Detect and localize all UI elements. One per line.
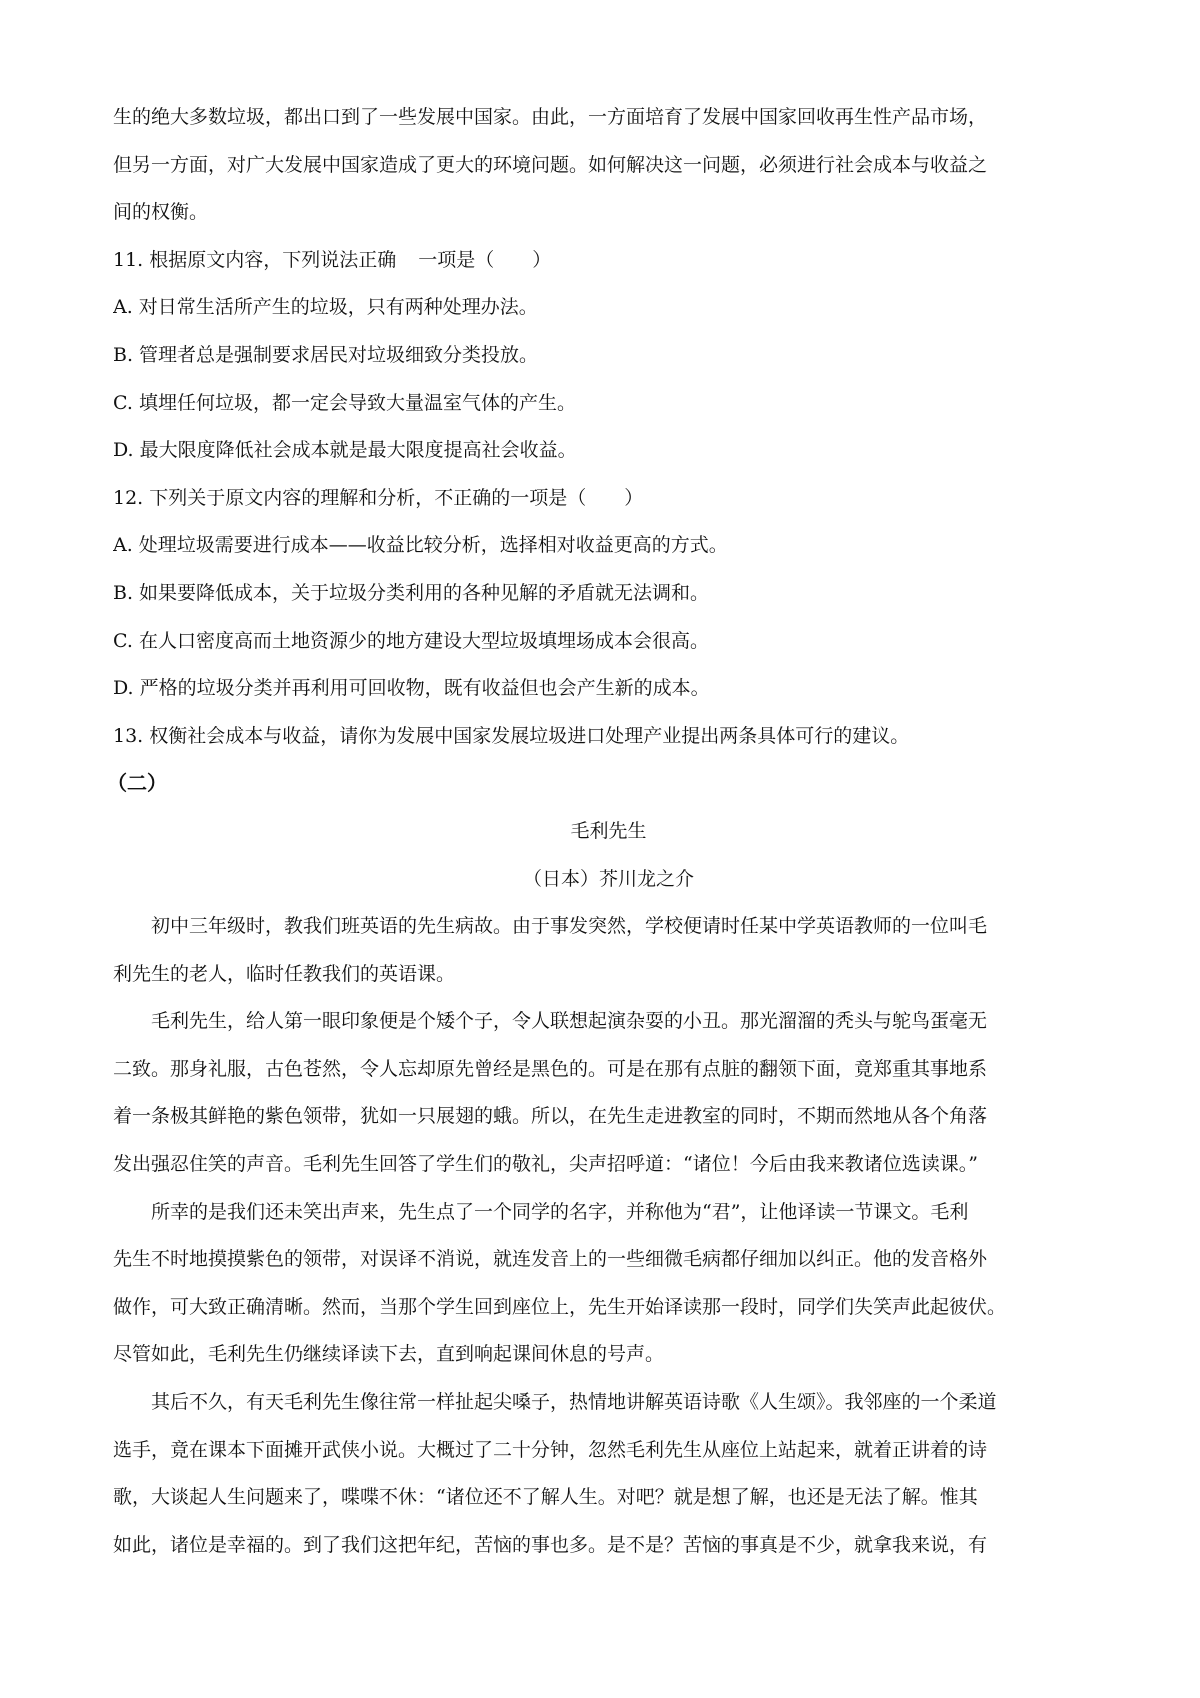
paragraph	[113, 1379, 1104, 1569]
answer-option-c: C. 填埋任何垃圾，都一定会导致大量温室气体的产生。	[113, 391, 576, 414]
text-line: 利先生的老人，临时任教我们的英语课。	[113, 962, 456, 985]
question-stem-part: 11. 根据原文内容，下列说法正确	[113, 248, 397, 271]
text-line: 先生不时地摸摸紫色的领带，对误译不消说，就连发音上的一些细微毛病都仔细加以纠正。他的发音格外	[113, 1248, 988, 1271]
text-line: 所幸的是我们还未笑出声来，先生点了一个同学的名字，并称他为“君”，让他译读一节课文。毛利	[151, 1200, 969, 1223]
text-line: 发出强忍住笑的声音。毛利先生回答了学生们的敬礼，尖声招呼道：“诸位！今后由我来教诸位选读课。”	[113, 1153, 978, 1176]
paragraph	[113, 903, 1104, 998]
paragraph	[113, 998, 1104, 1188]
section-heading: （二）	[107, 771, 167, 796]
text-line: 做作，可大致正确清晰。然而，当那个学生回到座位上，先生开始译读那一段时，同学们失笑声此起彼伏。	[113, 1295, 1007, 1318]
text-line: 如此，诸位是幸福的。到了我们这把年纪，苦恼的事也多。是不是？苦恼的事真是不少，就拿我来说，有	[113, 1533, 988, 1556]
question-stem: 13. 权衡社会成本与收益，请你为发展中国家发展垃圾进口处理产业提出两条具体可行的建议。	[113, 724, 910, 747]
text-line: 二致。那身礼服，古色苍然，令人忘却原先曾经是黑色的。可是在那有点脏的翻领下面，竟郑重其事地系	[113, 1057, 988, 1080]
article-author: （日本）芥川龙之介	[522, 867, 694, 890]
text-line: 但另一方面，对广大发展中国家造成了更大的环境问题。如何解决这一问题，必须进行社会成本与收益之	[113, 153, 988, 176]
text-line: 着一条极其鲜艳的紫色领带，犹如一只展翅的蛾。所以，在先生走进教室的同时，不期而然地从各个角落	[113, 1105, 988, 1128]
answer-option-b: B. 管理者总是强制要求居民对垃圾细致分类投放。	[113, 343, 539, 366]
question-13	[113, 713, 1104, 761]
answer-option-b: B. 如果要降低成本，关于垃圾分类利用的各种见解的矛盾就无法调和。	[113, 581, 710, 604]
text-line: 其后不久，有天毛利先生像往常一样扯起尖嗓子，热情地讲解英语诗歌《人生颂》。我邻座的一个柔道	[151, 1391, 997, 1414]
paragraph	[113, 1189, 1104, 1379]
text-line: 初中三年级时，教我们班英语的先生病故。由于事发突然，学校便请时任某中学英语教师的一位叫毛	[151, 915, 988, 938]
question-stem	[113, 237, 1104, 285]
text-line: 歌，大谈起人生问题来了，喋喋不休：“诸位还不了解人生。对吧？就是想了解，也还是无法了解。惟其	[113, 1486, 978, 1509]
text-line: 间的权衡。	[113, 201, 209, 224]
text-line: 生的绝大多数垃圾，都出口到了一些发展中国家。由此，一方面培育了发展中国家回收再生性产品市场，	[113, 106, 988, 128]
question-stem: 12. 下列关于原文内容的理解和分析，不正确的一项是（ ）	[113, 486, 644, 509]
question-12	[113, 475, 1104, 713]
text-line: 选手，竟在课本下面摊开武侠小说。大概过了二十分钟，忽然毛利先生从座位上站起来，就着正讲着的诗	[113, 1438, 988, 1461]
article-title: 毛利先生	[570, 819, 647, 842]
text-line: 尽管如此，毛利先生仍继续译读下去，直到响起课间休息的号声。	[113, 1343, 665, 1366]
answer-option-c: C. 在人口密度高而土地资源少的地方建设大型垃圾填埋场成本会很高。	[113, 629, 709, 652]
answer-option-a: A. 对日常生活所产生的垃圾，只有两种处理办法。	[113, 296, 538, 319]
question-11	[113, 237, 1104, 475]
passage-one-paragraph	[113, 94, 1104, 237]
answer-option-a: A. 处理垃圾需要进行成本——收益比较分析，选择相对收益更高的方式。	[113, 534, 728, 557]
passage-two	[107, 760, 1104, 1569]
question-stem-part: 一项是（ ）	[418, 248, 552, 271]
text-line: 毛利先生，给人第一眼印象便是个矮个子，令人联想起演杂耍的小丑。那光溜溜的秃头与鸵鸟蛋毫无	[151, 1010, 988, 1033]
answer-option-d: D. 严格的垃圾分类并再利用可回收物，既有收益但也会产生新的成本。	[113, 677, 710, 700]
answer-option-d: D. 最大限度降低社会成本就是最大限度提高社会收益。	[113, 439, 577, 462]
